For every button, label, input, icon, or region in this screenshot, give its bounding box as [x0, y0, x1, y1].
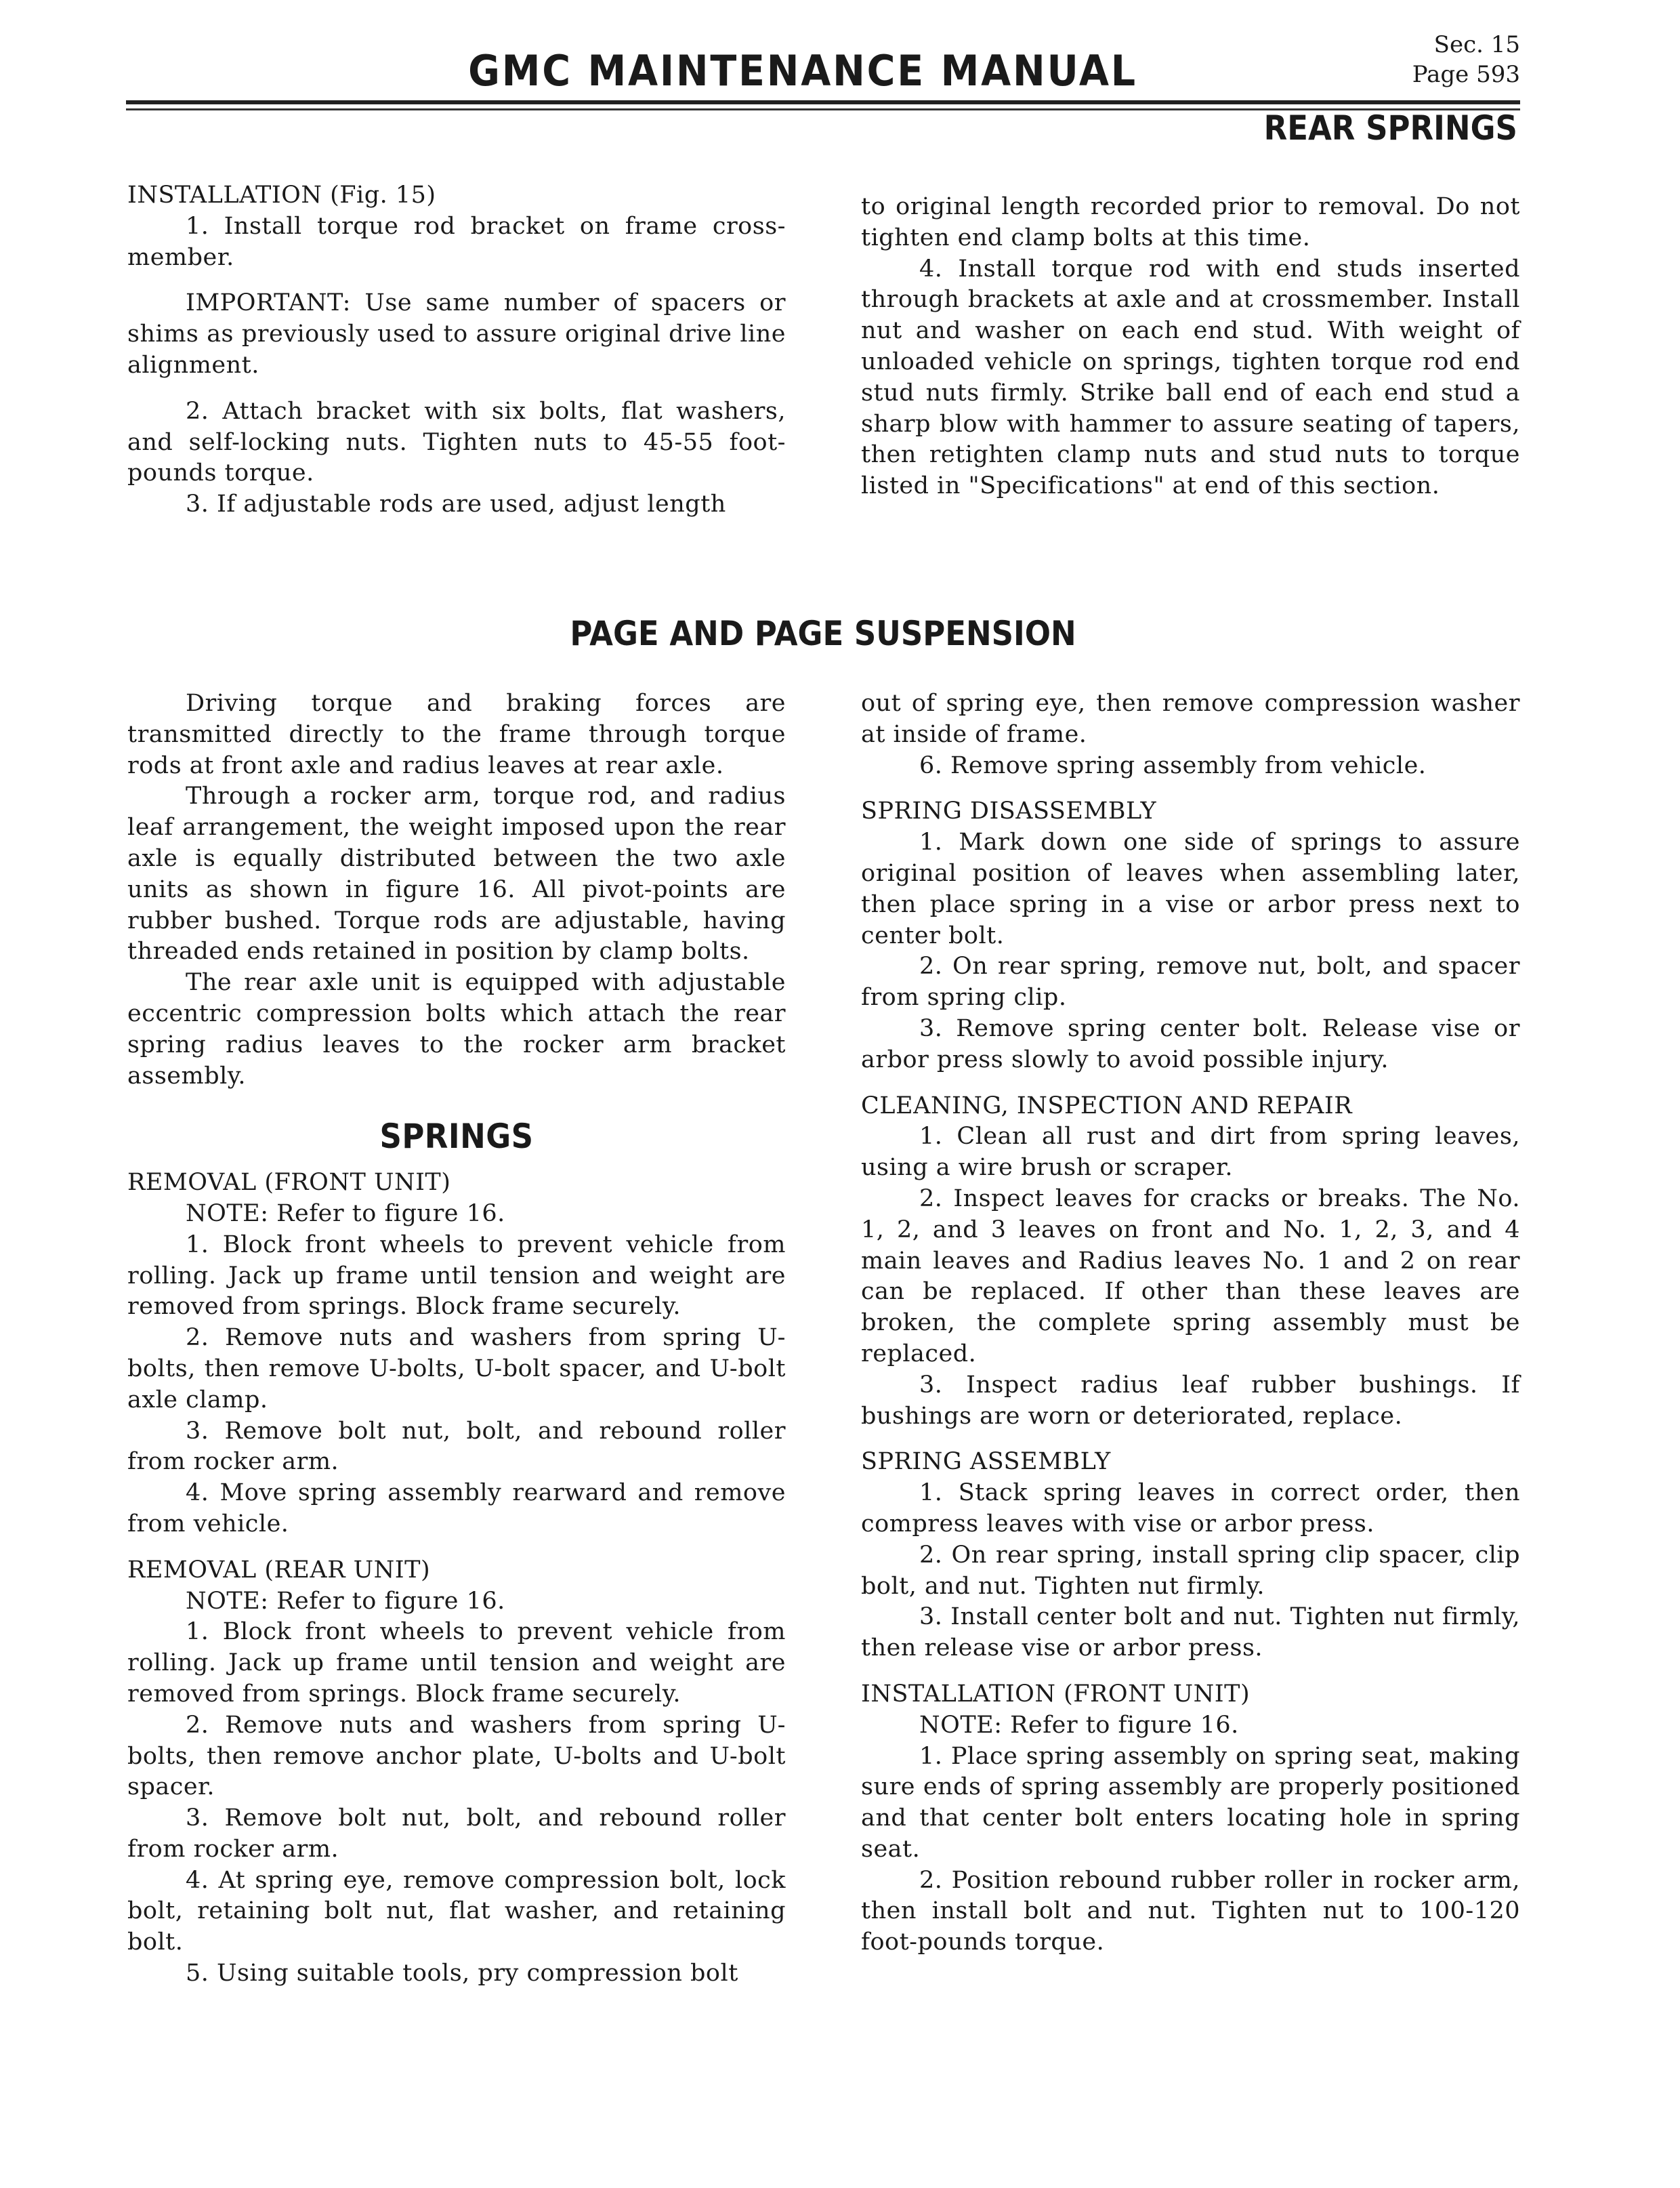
page-info	[1412, 30, 1520, 89]
note: NOTE: Refer to figure 16.	[186, 1199, 505, 1227]
subheading: CLEANING, INSPECTION AND REPAIR	[861, 1092, 1353, 1119]
paragraph: Driving torque and braking forces are transmitted directly to the frame through torque rods at front axle and radius leaves at rear axle.	[127, 690, 786, 779]
installation-continued	[861, 192, 1520, 502]
step: 1. Block front wheels to prevent vehicle from rolling. Jack up frame until tension and weight are removed from springs. Block frame securely.	[127, 1231, 786, 1321]
springs-heading: SPRINGS	[379, 1117, 534, 1157]
chapter-title: REAR SPRINGS	[1263, 108, 1517, 148]
step: 2. Remove nuts and washers from spring U-bolts, then remove anchor plate, U-bolts and U-bolt spacer.	[127, 1711, 786, 1801]
subheading: INSTALLATION (FRONT UNIT)	[861, 1680, 1251, 1708]
step: 4. Install torque rod with end studs inserted through brackets at axle and at crossmember. Install nut and washer on each end stud. With weight of unloaded vehicle on springs, tighten torque rod end stud nuts firmly. Strike ball end of each end stud a sharp blow with hammer to assure seating of tapers, then retighten clamp nuts and stud nuts to torque listed in "Specifications" at end of this section.	[861, 255, 1520, 500]
header-rule	[126, 100, 1520, 104]
section-heading: PAGE AND PAGE SUSPENSION	[570, 614, 1076, 653]
installation-fig15	[127, 180, 786, 520]
step: 1. Place spring assembly on spring seat, making sure ends of spring assembly are properly positioned and that center bolt enters locating hole in spring seat.	[861, 1742, 1520, 1863]
subheading: REMOVAL (REAR UNIT)	[127, 1556, 431, 1584]
page-number: Page 593	[1412, 61, 1520, 88]
step: 6. Remove spring assembly from vehicle.	[919, 751, 1427, 779]
right-column	[861, 688, 1520, 1958]
left-column	[127, 688, 786, 1989]
step: 3. Remove bolt nut, bolt, and rebound roller from rocker arm.	[127, 1417, 786, 1476]
subheading: REMOVAL (FRONT UNIT)	[127, 1169, 451, 1197]
step: 1. Block front wheels to prevent vehicle from rolling. Jack up frame until tension and weight are removed from springs. Block frame securely.	[127, 1618, 786, 1708]
step: 2. Inspect leaves for cracks or breaks. The No. 1, 2, and 3 leaves on front and No. 1, 2, 3, and 4 main leaves and Radius leaves No. 1 and 2 on rear can be replaced. If other than these leaves are broken, the complete spring assembly must be replaced.	[861, 1184, 1520, 1367]
note: NOTE: Refer to figure 16.	[186, 1587, 505, 1615]
paragraph: The rear axle unit is equipped with adjustable eccentric compression bolts which attach the rear spring radius leaves to the rocker arm bracket assembly.	[127, 969, 786, 1090]
step: 2. Remove nuts and washers from spring U-bolts, then remove U-bolts, U-bolt spacer, and U-bolt axle clamp.	[127, 1324, 786, 1413]
important-note: IMPORTANT: Use same number of spacers or shims as previously used to assure original drive line alignment.	[127, 289, 786, 379]
step: 3. Remove bolt nut, bolt, and rebound roller from rocker arm.	[127, 1804, 786, 1863]
paragraph: to original length recorded prior to removal. Do not tighten end clamp bolts at this time.	[861, 193, 1520, 251]
paragraph: Through a rocker arm, torque rod, and radius leaf arrangement, the weight imposed upon the rear axle is equally distributed between the two axle units as shown in figure 16. All pivot-points are rubber bushed. Torque rods are adjustable, having threaded ends retained in position by clamp bolts.	[127, 783, 786, 966]
manual-title: GMC MAINTENANCE MANUAL	[468, 46, 1137, 96]
step: 1. Stack spring leaves in correct order, then compress leaves with vise or arbor press.	[861, 1479, 1520, 1537]
step: 3. Remove spring center bolt. Release vise or arbor press slowly to avoid possible injury.	[861, 1014, 1520, 1073]
subheading: SPRING DISASSEMBLY	[861, 798, 1157, 825]
step: 4. Move spring assembly rearward and remove from vehicle.	[127, 1479, 786, 1537]
step: 4. At spring eye, remove compression bolt, lock bolt, retaining bolt nut, flat washer, and retaining bolt.	[127, 1866, 786, 1956]
section-number: Sec. 15	[1433, 31, 1520, 58]
step: 1. Clean all rust and dirt from spring leaves, using a wire brush or scraper.	[861, 1123, 1520, 1182]
paragraph: out of spring eye, then remove compression washer at inside of frame.	[861, 690, 1520, 748]
step: 3. Inspect radius leaf rubber bushings. If bushings are worn or deteriorated, replace.	[861, 1371, 1520, 1430]
step: 2. On rear spring, remove nut, bolt, and spacer from spring clip.	[861, 953, 1520, 1012]
step: 3. If adjustable rods are used, adjust length	[186, 491, 726, 518]
subheading: INSTALLATION (Fig. 15)	[127, 182, 436, 209]
step: 1. Mark down one side of springs to assure original position of leaves when assembling later, then place spring in a vise or arbor press next to center bolt.	[861, 829, 1520, 949]
step: 2. On rear spring, install spring clip spacer, clip bolt, and nut. Tighten nut firmly.	[861, 1541, 1520, 1600]
step: 5. Using suitable tools, pry compression bolt	[186, 1960, 738, 1987]
step: 1. Install torque rod bracket on frame cross-member.	[127, 212, 786, 271]
note: NOTE: Refer to figure 16.	[919, 1711, 1239, 1739]
subheading: SPRING ASSEMBLY	[861, 1448, 1111, 1476]
step: 2. Attach bracket with six bolts, flat washers, and self-locking nuts. Tighten nuts to 45-55 foot-pounds torque.	[127, 397, 786, 487]
step: 3. Install center bolt and nut. Tighten nut firmly, then release vise or arbor press.	[861, 1603, 1520, 1662]
step: 2. Position rebound rubber roller in rocker arm, then install bolt and nut. Tighten nut to 100-120 foot-pounds torque.	[861, 1866, 1520, 1956]
